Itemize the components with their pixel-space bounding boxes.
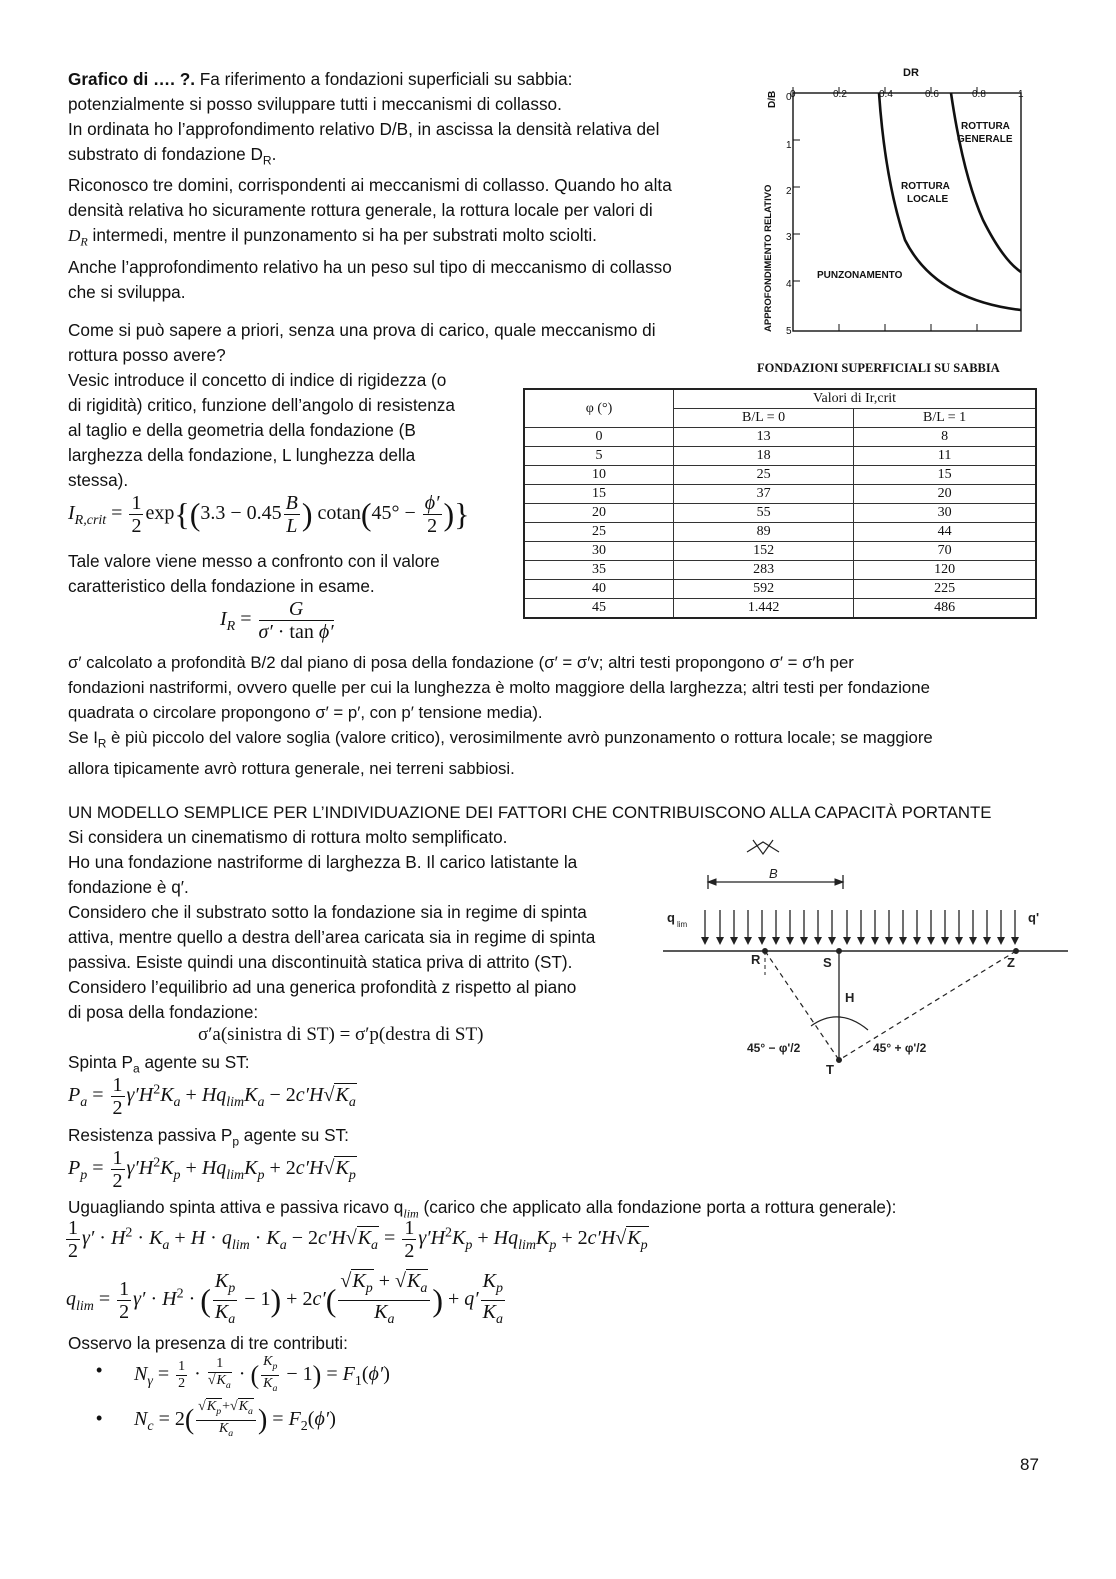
table-row: 20 55 30 [524,504,1036,523]
contributions-label: Osservo la presenza di tre contributi: [68,1333,348,1353]
graph-axis-top-label: DR [903,67,919,79]
vesic-paragraph: Vesic introduce il concetto di indice di rigidezza (o di rigidità) critico, funzione dell’angolo di resistenza al taglio e della geometria della fondazione (B larghezza della fondazione, L lunghezza della stessa). [68,370,455,490]
equation-n-gamma: $N_\gamma$ = $\frac{1}{2}$ · $\frac{1}{√K_a}$ · ( $\frac{K_p}{K_a}$ − $1) = F_1(\phi')$ [134,1354,390,1394]
section-title: Grafico di …. ?. [68,69,196,89]
intro-paragraph: Grafico di …. ?. Fa riferimento a fondazioni superficiali su sabbia: potenzialmente si posso sviluppare tutti i meccanismi di collasso. In ordinata ho l’approfondimento relativo D/B, in ascissa la densità relativa del substrato di fondazione $D_R$. Riconosco tre domini, corrispondenti ai meccanismi di collasso. Quando ho alta densità relativa ho sicuramente rottura generale, la rottura locale per valori di $D_R$ intermedi, mentre il punzonamento si ha per substrati molto sciolti. Anche l’approfondimento relativo ha un peso sul tipo di meccanismo di collasso che si sviluppa. [68,69,672,302]
label-angle-left: 45° − φ'/2 [747,1041,801,1055]
graph-y-tick: 5 [786,326,792,337]
graph-y-tick: 0 [786,92,792,103]
equation-ir-crit: $I_{R,crit}$ = $\frac{1}{2}$ exp{(3.3 − 0.45 $\frac{B}{L}$ ) cotan(45° − $\frac{\phi'}{2}$ )} [68,492,470,537]
graph-y-tick: 2 [786,186,792,197]
graph-x-tick: 0 [790,89,796,100]
graph-caption: FONDAZIONI SUPERFICIALI SU SABBIA [757,361,1000,375]
table-row: 40 592 225 [524,580,1036,599]
graph-y-axis-label: APPROFONDIMENTO RELATIVO [763,184,774,332]
graph-y-tick: 3 [786,232,792,243]
equation-balance: $\frac{1}{2}$ $\gamma' \cdot H^2 \cdot K_a + H \cdot q_{lim} \cdot K_a - 2c'H√K_a$ = $\frac{1}{2}$ $\gamma'H^2K_p + Hq_{lim}K_p + 2c'H√K_p$ [68,1217,648,1262]
label-q: q' [1028,910,1040,925]
table-header-phi: φ (°) [524,389,674,428]
graph-x-tick: 0.2 [833,89,847,100]
graph-x-tick: 1 [1018,89,1024,100]
graph-x-tick: 0.4 [879,89,893,100]
table-row: 25 89 44 [524,523,1036,542]
graph-x-tick: 0.8 [972,89,986,100]
collapse-mechanism-graph [755,60,1045,380]
label-b: B [769,866,778,881]
sigma-paragraph: σ′ calcolato a profondità B/2 dal piano di posa della fondazione (σ′ = σ′v; altri testi propongono σ′ = σ′h per fondazioni nastriformi, ovvero quelle per cui la lunghezza è molto maggiore della larghezza; altri testi per fondazione quadrata o circolare propongono σ′ = p′, con p′ tensione media). Se $I_R$ è più piccolo del valore soglia (valore critico), verosimilmente avrò punzonamento o rottura locale; se maggiore allora tipicamente avrò rottura generale, nei terreni sabbiosi. [68,653,933,779]
failure-mechanism-diagram [663,830,1073,1080]
equation-pa: $P_a$ = $\frac{1}{2}$ $\gamma'H^2K_a + Hq_{lim}K_a - 2c'H√K_a$ [68,1074,356,1119]
graph-region-general: ROTTURA [961,121,1010,132]
table-row: 10 25 15 [524,466,1036,485]
graph-y-tick: 4 [786,279,792,290]
graph-region-local: ROTTURA [901,181,950,192]
label-z: Z [1007,955,1015,970]
rigidity-paragraph: Come si può sapere a priori, senza una prova di carico, quale meccanismo di rottura posso avere? [68,320,656,365]
page-number: 87 [1020,1455,1039,1474]
table-header-bl1: B/L = 1 [854,409,1036,428]
equating-label: Uguagliando spinta attiva e passiva ricavo $q_{lim}$ (carico che applicato alla fondazione porta a rottura generale): [68,1197,897,1221]
equation-pp: $P_p$ = $\frac{1}{2}$ $\gamma'H^2K_p + Hq_{lim}K_p + 2c'H√K_p$ [68,1147,356,1192]
label-t: T [826,1062,834,1077]
ir-crit-table [523,388,1037,619]
equation-st-equilibrium: σ′a(sinistra di ST) = σ′p(destra di ST) [198,1024,484,1045]
table-row: 15 37 20 [524,485,1036,504]
bullet-icon: • [96,1408,103,1428]
model-paragraph: Si considera un cinematismo di rottura molto semplificato. Ho una fondazione nastriforme di larghezza B. Il carico latistante la fondazione è q′. Considero che il substrato sotto la fondazione sia in regime di spinta attiva, mentre quello a destra dell’area caricata sia in regime di spinta passiva. Esiste quindi una discontinuità statica priva di attrito (ST). Considero l’equilibrio ad una generica profondità z rispetto al piano di posa della fondazione: [68,827,596,1022]
table-header-bl0: B/L = 0 [674,409,854,428]
graph-y-tick: 1 [786,140,792,151]
table-row: 35 283 120 [524,561,1036,580]
model-heading: UN MODELLO SEMPLICE PER L’INDIVIDUAZIONE DEI FATTORI CHE CONTRIBUISCONO ALLA CAPACITÀ PORTANTE [68,803,992,822]
graph-x-tick: 0.6 [925,89,939,100]
label-r: R [751,952,761,967]
footing-symbol-icon [747,840,779,854]
label-qlim-sub: lim [677,920,688,929]
label-angle-right: 45° + φ'/2 [873,1041,927,1055]
table-row: 5 18 11 [524,447,1036,466]
equation-ir: $I_R$ = $\frac{G}{\text{σ′ · tan ϕ′}}$ [220,598,334,643]
bullet-icon: • [96,1360,103,1380]
table-row: 30 152 70 [524,542,1036,561]
table-header-group: Valori di Ir,crit [674,389,1037,409]
label-qlim: q [667,910,675,925]
wedge-line-zt [839,951,1016,1060]
label-h: H [845,990,855,1005]
label-s: S [823,955,832,970]
active-thrust-label: Spinta $P_a$ agente su ST: [68,1052,250,1076]
graph-region-general: GENERALE [957,134,1013,145]
table-row: 0 13 8 [524,428,1036,447]
passive-resistance-label: Resistenza passiva $P_p$ agente su ST: [68,1125,349,1149]
equation-qlim: $q_{lim}$ = $\frac{1}{2}$ $\gamma' \cdot H^2$ · ( $\frac{K_p}{K_a}$ − 1) + 2c′( $\frac{√K_p + √K_a}{K_a}$ ) + q′ $\frac{K_p}{K_a}$ [66,1270,503,1327]
graph-y-ratio: D/B [767,90,778,108]
graph-region-punching: PUNZONAMENTO [817,270,903,281]
graph-curve-general-local [951,93,1021,272]
table-row: 45 1.442 486 [524,599,1036,619]
comparison-paragraph: Tale valore viene messo a confronto con il valore caratteristico della fondazione in esame. [68,551,440,596]
equation-n-c: $N_c = 2$( $\frac{√K_p+√K_a}{K_a}$ ) = $F_2(\phi')$ [134,1399,336,1439]
graph-region-local: LOCALE [907,194,949,205]
